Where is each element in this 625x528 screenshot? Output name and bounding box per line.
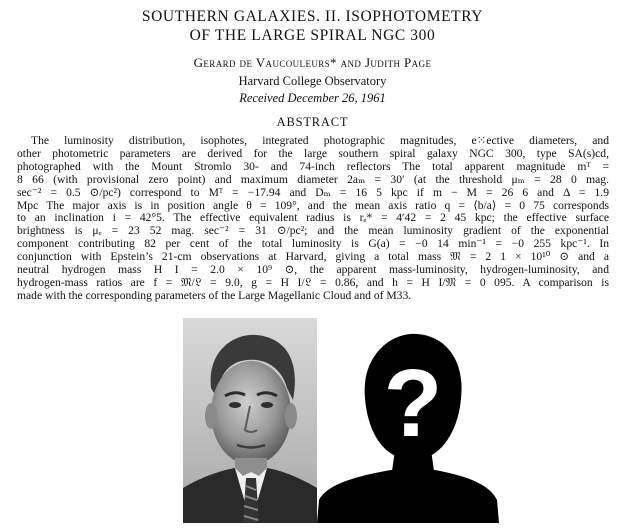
abstract-line: Mpc The major axis is in position angle θ = 109°, and the mean axis ratio q = ⟨b/a⟩ = 0 75 corresponds: [17, 198, 609, 212]
abstract-line: made with the corresponding parameters of the Large Magellanic Cloud and of M33.: [17, 288, 412, 302]
abstract-line: neutral hydrogen mass H I = 2.0 × 10⁹ ⊙, the apparent mass-luminosity, hydrogen-luminosity, and: [17, 263, 609, 277]
paper-title-line2: OF THE LARGE SPIRAL NGC 300: [189, 27, 436, 44]
abstract-line: component contributing 82 per cent of the total luminosity is G(a) = −0 14 min⁻¹ = −0 255 kpc⁻¹. In: [17, 237, 609, 251]
abstract-line: to an inclination i = 42°5. The effective equivalent radius is rₑ* = 4′42 = 2 45 kpc; the effective surface: [17, 211, 609, 225]
unknown-person-silhouette: [317, 318, 499, 523]
paper-title-line1: SOUTHERN GALAXIES. II. ISOPHOTOMETRY: [141, 8, 484, 25]
portrait-photo-image: [183, 318, 317, 523]
abstract-line: brightness is μₑ = 23 52 mag. sec⁻² = 31 ⊙/pc²; and the mean luminosity gradient of the exponential: [17, 224, 609, 238]
abstract-line: conjunction with Epstein’s 21-cm observations at Harvard, giving a total mass 𝔐 = 2 1 × 10¹⁰ ⊙ and a: [17, 250, 609, 264]
abstract-line: photographed with the Mount Stromlo 30- and 74-inch reflectors The total apparent magnitude mᵀ =: [17, 159, 609, 173]
abstract-line: 8 66 (with provisional zero point) and maximum diameter 2aₘ = 30′ (at the threshold μₘ = 28 0 mag.: [17, 172, 609, 186]
question-mark-icon: ?: [383, 350, 443, 457]
portrait-photo: [183, 318, 317, 523]
authors: Gerard de Vaucouleurs* and Judith Page: [193, 55, 432, 70]
abstract-line: other photometric parameters are derived for the large southern spiral galaxy NGC 300, type SA(s)cd,: [17, 146, 609, 160]
abstract-line: The luminosity distribution, isophotes, integrated photographic magnitudes, e⁙ective diameters, and: [31, 134, 609, 147]
abstract-body: [17, 135, 609, 303]
institution: Harvard College Observatory: [238, 74, 387, 88]
abstract-heading: ABSTRACT: [276, 115, 349, 129]
silhouette-image: [317, 318, 499, 523]
received-date: Received December 26, 1961: [239, 91, 386, 105]
abstract-line: sec⁻² = 0.5 ⊙/pc²) correspond to Mᵀ = −17.94 and Dₘ = 16 5 kpc if m − M = 26 6 and Δ = 1.9: [17, 185, 609, 199]
abstract-line: hydrogen-mass ratios are f = 𝔐/𝔏 = 9.0, g = H I/𝔏 = 0.86, and h = H I/𝔐 = 0 095. A comparison is: [17, 275, 609, 289]
